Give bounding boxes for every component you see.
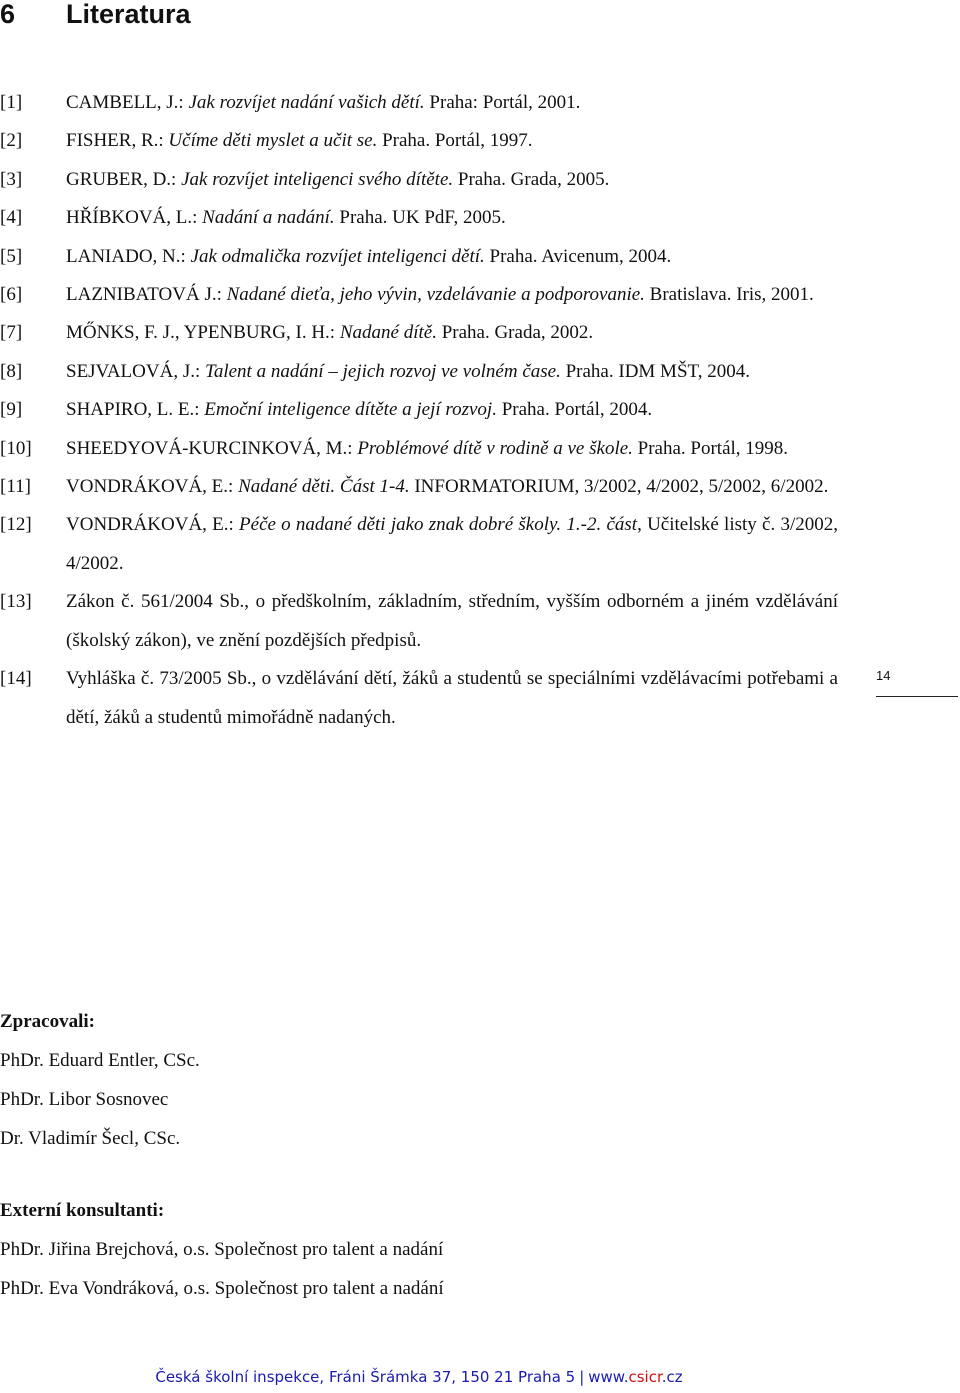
reference-index: [12] bbox=[0, 514, 32, 536]
reference-title: Problémové dítě v rodině a ve škole. bbox=[357, 437, 633, 459]
reference-text bbox=[66, 430, 838, 468]
reference-text bbox=[66, 314, 838, 352]
reference-detail: LAZNIBATOVÁ J.: bbox=[66, 284, 227, 306]
reference-title: Jak rozvíjet nadání vašich dětí. bbox=[188, 92, 425, 113]
reference-item bbox=[0, 353, 838, 391]
reference-detail: Praha. Portál, 2004. bbox=[496, 399, 653, 421]
reference-text bbox=[66, 276, 838, 314]
reference-text bbox=[66, 391, 838, 429]
reference-item bbox=[0, 660, 838, 737]
reference-title: Talent a nadání – jejich rozvoj ve volném čase. bbox=[205, 360, 561, 382]
reference-index: [9] bbox=[0, 399, 23, 421]
reference-index: [7] bbox=[0, 322, 23, 344]
reference-text bbox=[66, 84, 838, 122]
reference-item bbox=[0, 161, 838, 199]
reference-detail: VONDRÁKOVÁ, E.: bbox=[66, 514, 240, 536]
reference-item bbox=[0, 314, 838, 352]
reference-title: Nadání a nadání. bbox=[202, 207, 335, 229]
reference-item bbox=[0, 122, 838, 160]
reference-detail: SHAPIRO, L. E.: bbox=[66, 399, 205, 421]
reference-detail: CAMBELL, J.: bbox=[66, 92, 189, 113]
reference-title: Nadané dieťa, jeho vývin, vzdelávanie a podporovanie. bbox=[226, 284, 645, 306]
reference-title: Péče o nadané děti jako znak dobré školy. 1.-2. část bbox=[239, 514, 638, 536]
reference-detail: INFORMATORIUM, 3/2002, 4/2002, 5/2002, 6/2002. bbox=[409, 476, 829, 498]
reference-detail: HŘÍBKOVÁ, L.: bbox=[66, 207, 203, 229]
reference-index: [11] bbox=[0, 476, 31, 498]
processed-by-name: Dr. Vladimír Šecl, CSc. bbox=[0, 1128, 181, 1149]
reference-detail: , Učitelské listy č. 3/2002, 4/2002. bbox=[66, 514, 838, 574]
reference-detail: FISHER, R.: bbox=[66, 130, 169, 152]
reference-detail: MŐNKS, F. J., YPENBURG, I. H.: bbox=[66, 322, 340, 344]
reference-index: [4] bbox=[0, 207, 23, 229]
reference-text bbox=[66, 161, 838, 199]
section-number: 6 bbox=[0, 0, 16, 29]
page-footer bbox=[0, 1368, 838, 1386]
reference-detail: Praha. Grada, 2002. bbox=[436, 322, 594, 344]
reference-index: [2] bbox=[0, 130, 23, 152]
reference-detail: Praha. Grada, 2005. bbox=[453, 168, 610, 190]
processed-by-title: Zpracovali: bbox=[0, 1011, 95, 1032]
processed-by-name: PhDr. Eduard Entler, CSc. bbox=[0, 1050, 200, 1071]
reference-title: Jak rozvíjet inteligenci svého dítěte. bbox=[181, 168, 454, 190]
footer-website-link[interactable] bbox=[588, 1368, 682, 1386]
reference-title: Nadané dítě. bbox=[339, 322, 437, 344]
reference-detail: Praha. UK PdF, 2005. bbox=[334, 207, 506, 229]
reference-item bbox=[0, 430, 838, 468]
consultants-title: Externí konsultanti: bbox=[0, 1200, 165, 1221]
footer-organization: Česká školní inspekce, Fráni Šrámka 37, 150 21 Praha 5 bbox=[155, 1368, 576, 1386]
reference-title: Učíme děti myslet a učit se. bbox=[168, 130, 378, 152]
reference-index: [8] bbox=[0, 360, 23, 382]
reference-text bbox=[66, 583, 838, 660]
footer-web-domain: csicr bbox=[628, 1368, 662, 1386]
reference-index: [5] bbox=[0, 245, 23, 267]
reference-detail: Praha. Portál, 1997. bbox=[377, 130, 533, 152]
reference-text bbox=[66, 122, 838, 160]
reference-list bbox=[0, 84, 838, 737]
reference-detail: SEJVALOVÁ, J.: bbox=[66, 360, 206, 382]
reference-detail: Praha. IDM MŠT, 2004. bbox=[560, 360, 750, 382]
reference-title: Nadané děti. Část 1-4. bbox=[238, 476, 410, 498]
reference-title: Jak odmalička rozvíjet inteligenci dětí. bbox=[190, 245, 485, 267]
footer-web-prefix: www. bbox=[588, 1368, 629, 1386]
reference-text bbox=[66, 660, 838, 737]
reference-text bbox=[66, 238, 838, 276]
reference-item bbox=[0, 276, 838, 314]
page-number: 14 bbox=[876, 668, 958, 697]
reference-text bbox=[66, 468, 838, 506]
consultant-name: PhDr. Jiřina Brejchová, o.s. Společnost pro talent a nadání bbox=[0, 1239, 444, 1260]
reference-detail: GRUBER, D.: bbox=[66, 168, 182, 190]
reference-index: [13] bbox=[0, 591, 32, 613]
reference-detail: Vyhláška č. 73/2005 Sb., o vzdělávání dětí, žáků a studentů se speciálními vzdělávacími potřebami a dětí, žáků a studentů mimořádně nadaných. bbox=[66, 668, 838, 728]
reference-detail: VONDRÁKOVÁ, E.: bbox=[66, 476, 239, 498]
reference-index: [14] bbox=[0, 668, 32, 690]
reference-detail: Bratislava. Iris, 2001. bbox=[644, 284, 814, 306]
reference-index: [1] bbox=[0, 92, 23, 113]
processed-by-block bbox=[0, 1002, 200, 1158]
footer-web-suffix: .cz bbox=[661, 1368, 683, 1386]
consultant-name: PhDr. Eva Vondráková, o.s. Společnost pro talent a nadání bbox=[0, 1278, 444, 1299]
reference-title: Emoční inteligence dítěte a její rozvoj. bbox=[204, 399, 497, 421]
reference-detail: Zákon č. 561/2004 Sb., o předškolním, základním, středním, vyšším odborném a jiném vzdělávání (školský zákon), ve znění pozdějších předpisů. bbox=[66, 591, 838, 651]
reference-item bbox=[0, 391, 838, 429]
reference-item bbox=[0, 199, 838, 237]
reference-detail: Praha: Portál, 2001. bbox=[424, 92, 581, 113]
reference-item bbox=[0, 506, 838, 583]
reference-detail: LANIADO, N.: bbox=[66, 245, 191, 267]
reference-text bbox=[66, 199, 838, 237]
reference-detail: Praha. Portál, 1998. bbox=[632, 437, 789, 459]
reference-text bbox=[66, 506, 838, 583]
reference-item bbox=[0, 84, 838, 122]
section-title: Literatura bbox=[66, 0, 191, 29]
section-heading bbox=[0, 0, 191, 28]
consultants-block bbox=[0, 1191, 444, 1308]
reference-item bbox=[0, 238, 838, 276]
reference-text bbox=[66, 353, 838, 391]
processed-by-name: PhDr. Libor Sosnovec bbox=[0, 1089, 169, 1110]
reference-item bbox=[0, 468, 838, 506]
reference-detail: Praha. Avicenum, 2004. bbox=[484, 245, 672, 267]
reference-detail: SHEEDYOVÁ-KURCINKOVÁ, M.: bbox=[66, 437, 358, 459]
reference-index: [6] bbox=[0, 284, 23, 306]
reference-item bbox=[0, 583, 838, 660]
reference-index: [10] bbox=[0, 437, 32, 459]
reference-index: [3] bbox=[0, 168, 23, 190]
footer-separator: | bbox=[579, 1368, 585, 1386]
